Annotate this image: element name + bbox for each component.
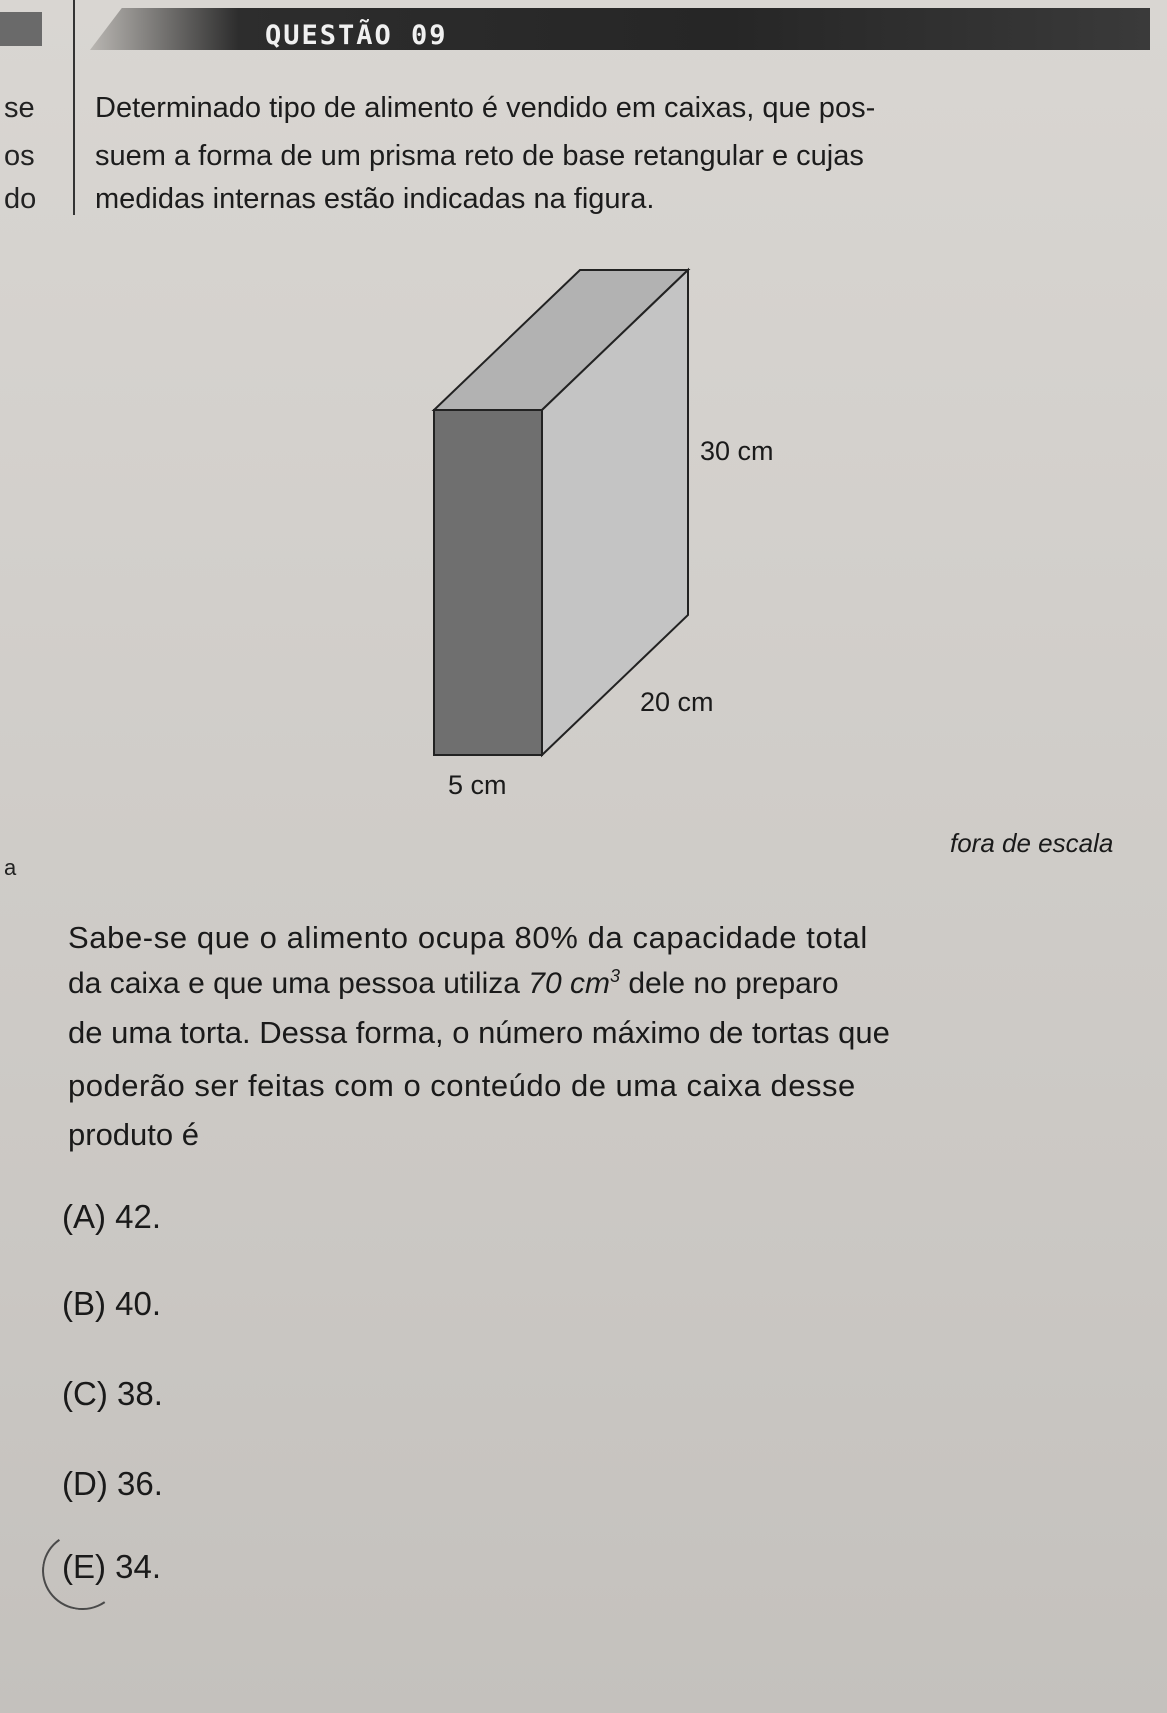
body-line-1: Sabe-se que o alimento ocupa 80% da capacidade total: [68, 920, 868, 955]
body-line-3: de uma torta. Dessa forma, o número máximo de tortas que: [68, 1015, 890, 1050]
body-line-2: [68, 966, 839, 1001]
intro-line-2: suem a forma de um prisma reto de base retangular e cujas: [95, 140, 864, 172]
option-c: [62, 1375, 163, 1413]
volume-exponent: 3: [610, 966, 621, 986]
volume-value: 70 cm: [528, 967, 610, 1000]
handwritten-circle-mark: [36, 1526, 128, 1617]
option-d-text: 36.: [116, 1465, 163, 1502]
question-title: QUESTÃO 09: [265, 20, 448, 51]
option-e-text: 34.: [115, 1548, 162, 1585]
option-b-text: 40.: [115, 1285, 162, 1322]
body-line-5: produto é: [68, 1117, 199, 1152]
body-line-2-end: dele no preparo: [620, 967, 839, 1000]
option-d: [62, 1465, 163, 1503]
margin-text-fragment: os: [4, 140, 35, 172]
intro-line-3: medidas internas estão indicadas na figura.: [95, 183, 655, 215]
intro-line-1: Determinado tipo de alimento é vendido em caixas, que pos-: [95, 92, 876, 124]
option-a-text: 42.: [115, 1198, 162, 1235]
body-line-4: poderão ser feitas com o conteúdo de uma caixa desse: [68, 1068, 856, 1103]
option-c-text: 38.: [116, 1375, 163, 1412]
height-label: 30 cm: [700, 436, 774, 466]
option-a-letter: (A): [62, 1198, 106, 1235]
option-a: [62, 1198, 161, 1236]
width-label: 5 cm: [448, 770, 507, 800]
margin-text-fragment: do: [4, 183, 37, 215]
option-d-letter: (D): [62, 1465, 108, 1502]
scale-note: fora de escala: [950, 828, 1114, 858]
left-decor-stripe: [0, 12, 42, 46]
margin-text-fragment: se: [4, 92, 35, 124]
option-b: [62, 1285, 161, 1323]
option-c-letter: (C): [62, 1375, 108, 1412]
option-b-letter: (B): [62, 1285, 106, 1322]
depth-label: 20 cm: [640, 687, 714, 717]
margin-text-fragment: a: [4, 855, 17, 880]
question-header-bar: [90, 8, 1150, 50]
column-divider: [73, 0, 75, 215]
body-line-2-start: da caixa e que uma pessoa utiliza: [68, 967, 529, 1000]
option-e-letter: (E): [62, 1548, 106, 1585]
prism-front-face: [434, 410, 542, 755]
volume-expression: [528, 967, 620, 1000]
